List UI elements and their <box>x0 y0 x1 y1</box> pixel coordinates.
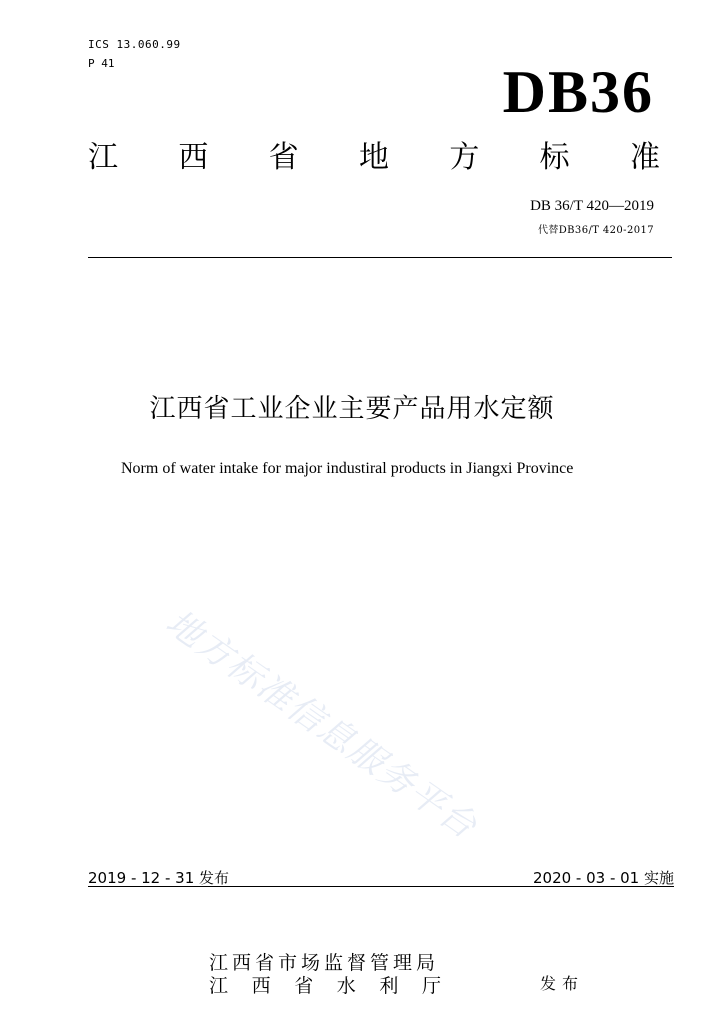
title-chinese-text: 江西省工业企业主要产品用水定额 <box>149 394 555 424</box>
issuer-char: 水 <box>336 975 356 997</box>
issuer-market-regulation: 江西省市场监督管理局 <box>209 952 440 974</box>
issuer-char: 厅 <box>421 975 441 997</box>
replaces-standard: 代替DB36/T 420-2017 <box>537 225 654 236</box>
watermark: 地方标准信息服务平台 <box>158 602 485 848</box>
standard-logo: DB36 <box>502 59 654 125</box>
standard-number: DB 36/T 420—2019 <box>530 198 654 214</box>
issuer-char: 利 <box>379 975 399 997</box>
standard-type-char: 准 <box>629 140 660 175</box>
issuer-char: 江 <box>209 975 229 997</box>
footer-divider <box>88 886 674 887</box>
issue-date: 2019 - 12 - 31 发布 <box>88 869 230 887</box>
implementation-date: 2020 - 03 - 01 实施 <box>532 869 674 887</box>
issuer-char: 省 <box>294 975 314 997</box>
document-title-chinese <box>0 392 724 426</box>
standard-type-char: 标 <box>539 140 570 175</box>
issuer-char: 西 <box>251 975 271 997</box>
standard-type-char: 方 <box>449 140 480 175</box>
classification-code: P 41 <box>88 57 115 70</box>
standard-type-char: 江 <box>88 140 118 175</box>
standard-type-char: 地 <box>358 140 389 175</box>
document-title-english: Norm of water intake for major industiral products in Jiangxi Province <box>121 460 574 477</box>
issuer-water-resources <box>209 971 441 998</box>
publish-label: 发布 <box>540 974 585 993</box>
header-divider <box>88 257 672 258</box>
standard-type-char: 西 <box>178 140 209 175</box>
standard-type-heading <box>88 140 660 176</box>
standard-type-char: 省 <box>268 140 299 175</box>
ics-code: ICS 13.060.99 <box>88 38 181 51</box>
